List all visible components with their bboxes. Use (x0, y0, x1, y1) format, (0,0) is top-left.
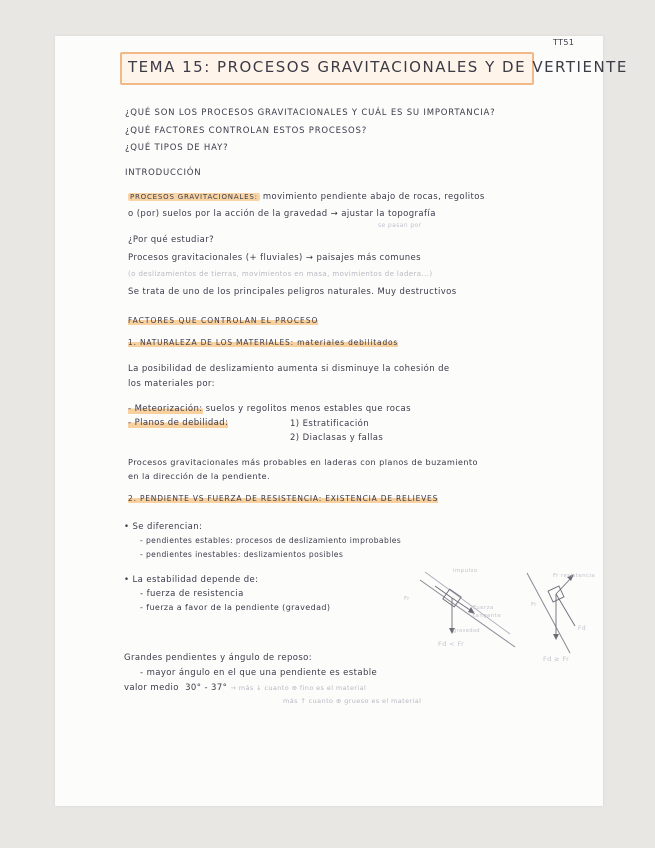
factor1-bullet-2 (128, 418, 228, 428)
question-3: ¿QUÉ TIPOS DE HAY? (125, 143, 229, 153)
factor1-note-2: en la dirección de la pendiente. (128, 471, 271, 481)
intro-line-b: (o deslizamientos de tierras, movimientos en masa, movimientos de ladera...) (128, 270, 433, 278)
factor1-heading (128, 338, 398, 348)
valor-medio (124, 683, 366, 693)
factor2-diff-1: - pendientes estables: procesos de deslizamiento improbables (140, 536, 402, 545)
bullet2-term: - Planos de debilidad: (128, 418, 229, 428)
left-label-top: impulso (453, 568, 478, 574)
left-label-fuerza: Fuerza (473, 605, 494, 611)
factor2-diff: • Se diferencian: (124, 522, 203, 532)
mayor-angulo: - mayor ángulo en el que una pendiente es estable (140, 668, 378, 678)
factor2-stab: • La estabilidad depende de: (124, 575, 259, 585)
intro-term: PROCESOS GRAVITACIONALES: (130, 193, 258, 201)
bullet2-item-2: 2) Diaclasas y fallas (290, 433, 384, 443)
factors-heading-text: FACTORES QUE CONTROLAN EL PROCESO (128, 316, 319, 325)
factor1-bullet-1 (128, 404, 411, 414)
left-label-side: Fr (404, 596, 410, 602)
left-label-bottom: Fd < Fr (438, 640, 465, 648)
bullet1-term: - Meteorización: (128, 404, 203, 414)
bullet1-text: suelos y regolitos menos estables que rocas (205, 404, 411, 414)
slope-diagram-right (525, 568, 595, 663)
grandes-pendientes: Grandes pendientes y ángulo de reposo: (124, 653, 313, 663)
factor2-diff-2: - pendientes inestables: deslizamientos posibles (140, 550, 344, 559)
question-2: ¿QUÉ FACTORES CONTROLAN ESTOS PROCESOS? (125, 126, 368, 136)
page-title: TEMA 15: PROCESOS GRAVITACIONALES Y DE VERTIENTE (128, 58, 628, 76)
slope-diagram-left (415, 562, 525, 657)
right-label-top: Fr resistencia (553, 573, 596, 579)
factor1-heading-text: 1. NATURALEZA DE LOS MATERIALES: materiales debilitados (128, 338, 399, 347)
right-label-fd: Fd (578, 625, 587, 632)
factor2-heading-text: 2. PENDIENTE VS FUERZA DE RESISTENCIA: EXISTENCIA DE RELIEVES (128, 494, 439, 503)
right-label-bottom: Fd ≥ Fr (543, 655, 570, 663)
valor-note-1: → más ↓ cuanto ⊕ fino es el material (230, 684, 367, 692)
factor1-text-2: los materiales por: (128, 379, 215, 389)
question-1: ¿QUÉ SON LOS PROCESOS GRAVITACIONALES Y CUÁL ES SU IMPORTANCIA? (125, 108, 496, 118)
valor-range: 30° - 37° (185, 683, 228, 693)
intro-why: ¿Por qué estudiar? (128, 235, 214, 245)
intro-def-1: movimiento pendiente abajo de rocas, regolitos (262, 192, 485, 202)
factor2-heading (128, 494, 438, 504)
valor-label: valor medio (124, 683, 179, 693)
right-label-fr: Fr (531, 602, 537, 608)
intro-line-c: Se trata de uno de los principales peligros naturales. Muy destructivos (128, 287, 457, 297)
valor-note-2: más ↑ cuanto ⊕ grueso es el material (283, 697, 422, 705)
intro-note: se pasan por (378, 222, 422, 229)
intro-line-2: o (por) suelos por la acción de la gravedad → ajustar la topografía (128, 209, 436, 219)
bullet2-item-1: 1) Estratificación (290, 419, 370, 429)
intro-line-a: Procesos gravitacionales (+ fluviales) → paisajes más comunes (128, 253, 422, 263)
intro-line-1 (128, 192, 485, 202)
left-label-g: gravedad (453, 628, 480, 634)
factor2-stab-1: - fuerza de resistencia (140, 589, 244, 599)
left-label-tangente: tangente (473, 613, 502, 619)
factor1-text-1: La posibilidad de deslizamiento aumenta si disminuye la cohesión de (128, 364, 450, 374)
factor2-stab-2: - fuerza a favor de la pendiente (gravedad) (140, 603, 331, 612)
intro-heading: INTRODUCCIÓN (125, 168, 202, 178)
page-number: TT51 (553, 38, 575, 47)
factors-heading (128, 316, 318, 326)
factor1-note-1: Procesos gravitacionales más probables en laderas con planos de buzamiento (128, 457, 478, 467)
